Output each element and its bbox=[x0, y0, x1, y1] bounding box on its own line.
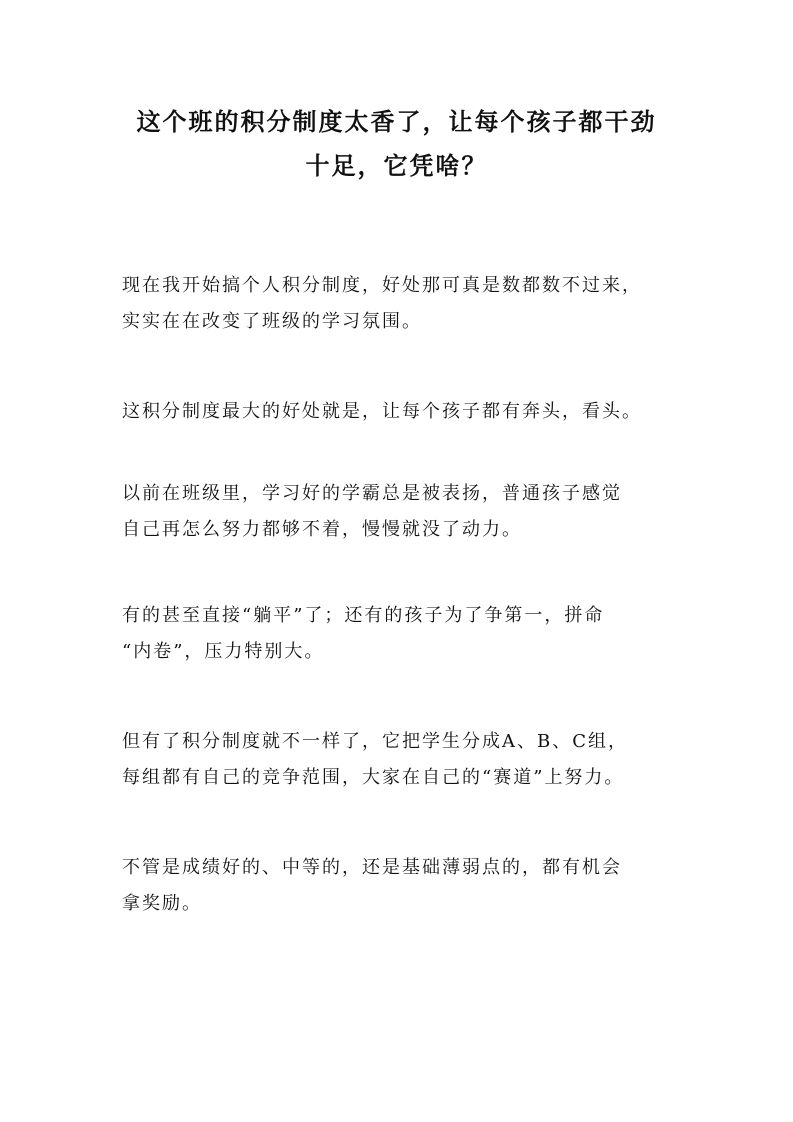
paragraph-line: 拿奖励。 bbox=[122, 893, 202, 914]
paragraph-line: 自己再怎么努力都够不着，慢慢就没了动力。 bbox=[122, 519, 522, 540]
paragraph-2 bbox=[122, 394, 682, 430]
title-line-2: 十足，它凭啥？ bbox=[305, 152, 488, 180]
paragraph-line: 但有了积分制度就不一样了，它把学生分成A、B、C组， bbox=[122, 731, 628, 752]
document-title bbox=[100, 100, 693, 188]
paragraph-3 bbox=[122, 476, 682, 548]
paragraph-line: 这积分制度最大的好处就是，让每个孩子都有奔头，看头。 bbox=[122, 401, 642, 422]
paragraph-line: 有的甚至直接“躺平”了；还有的孩子为了争第一，拼命 bbox=[122, 605, 605, 626]
title-line-1: 这个班的积分制度太香了，让每个孩子都干劲 bbox=[136, 108, 657, 136]
paragraph-line: 不管是成绩好的、中等的，还是基础薄弱点的，都有机会 bbox=[122, 857, 622, 878]
paragraph-6 bbox=[122, 850, 682, 922]
paragraph-line: 以前在班级里，学习好的学霸总是被表扬，普通孩子感觉 bbox=[122, 483, 622, 504]
paragraph-line: 现在我开始搞个人积分制度，好处那可真是数都数不过来， bbox=[122, 275, 642, 296]
paragraph-5 bbox=[122, 724, 682, 796]
paragraph-1 bbox=[122, 268, 682, 340]
paragraph-line: “内卷”，压力特别大。 bbox=[122, 641, 325, 662]
paragraph-4 bbox=[122, 598, 682, 670]
paragraph-line: 实实在在改变了班级的学习氛围。 bbox=[122, 311, 422, 332]
paragraph-line: 每组都有自己的竞争范围，大家在自己的“赛道”上努力。 bbox=[122, 767, 625, 788]
